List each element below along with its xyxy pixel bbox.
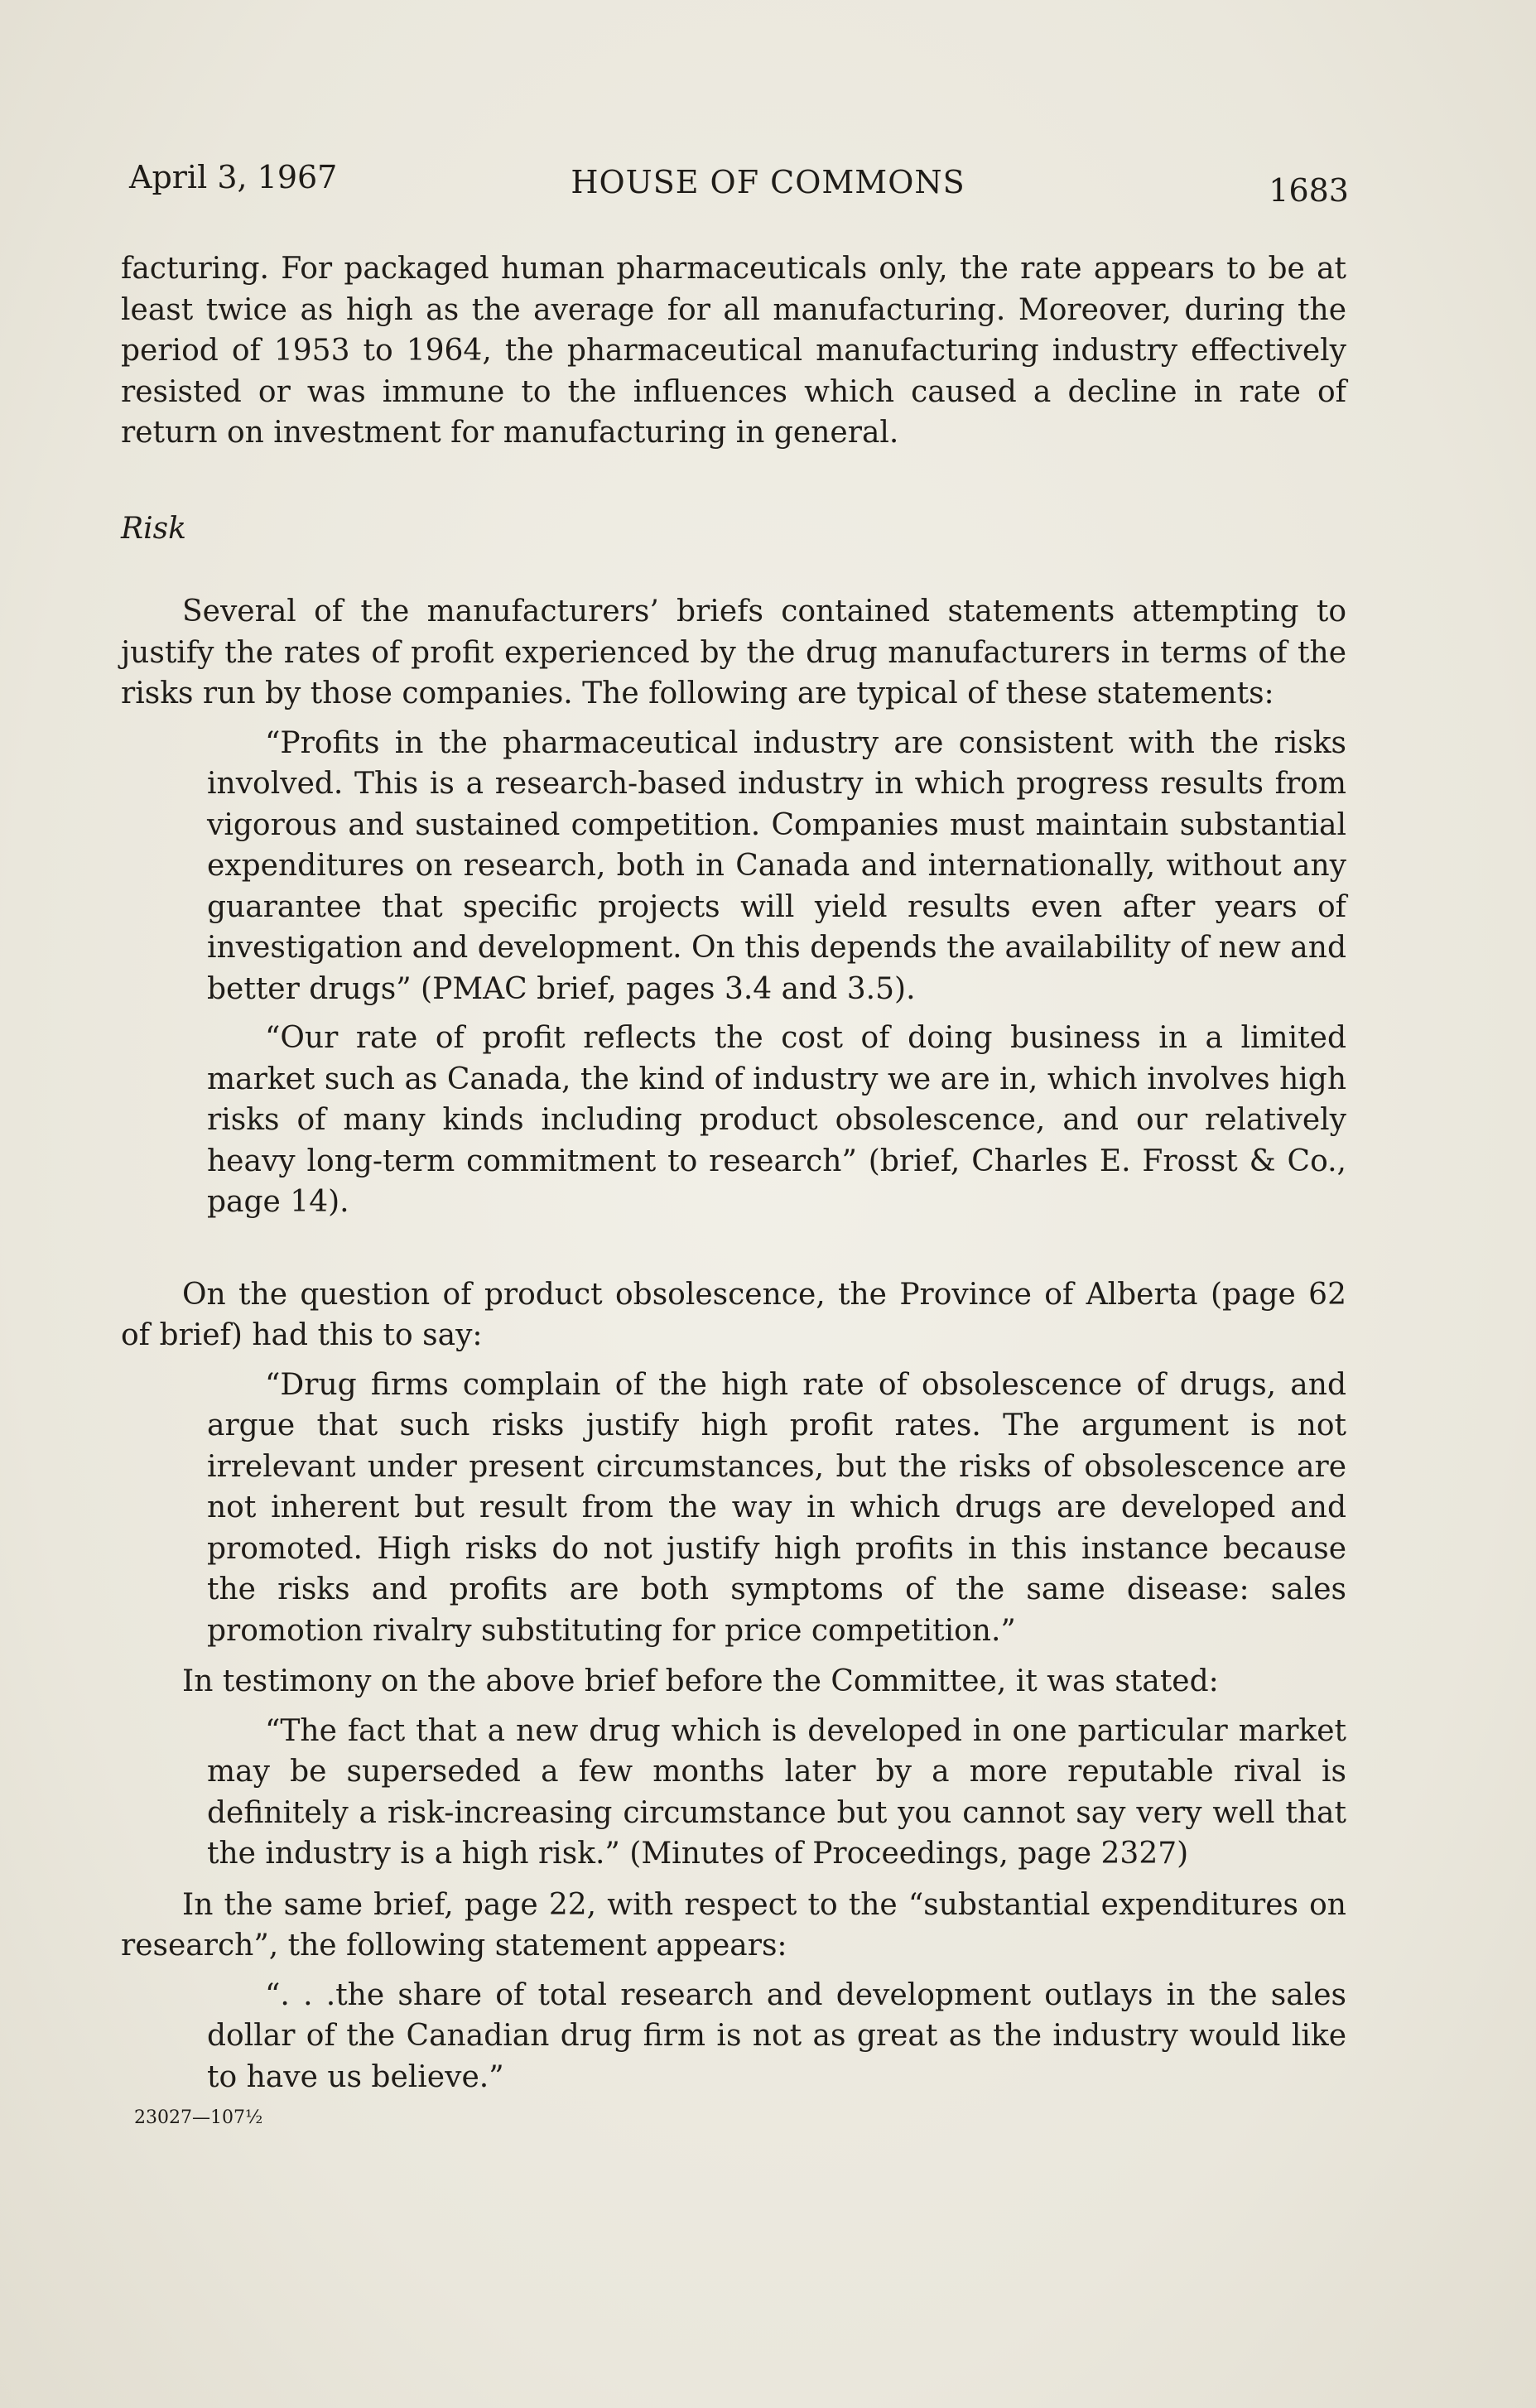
page-number: 1683	[1269, 172, 1349, 209]
quote-alberta: “Drug firms complain of the high rate of obsolescence of drugs, and argue that such risks justify high profit rates. The argument is not irrelevant under present circumstances, but the risks of obsolescence are not inherent but result from the way in which drugs are developed and promoted. High risks do not justify high profits in this instance because the risks and profits are both symptoms of the same disease: sales promotion rivalry substituting for price competition.”	[207, 1367, 1346, 1648]
header-title: HOUSE OF COMMONS	[571, 164, 965, 200]
quote-research-share: “. . .the share of total research and development outlays in the sales dollar of the Canadian drug firm is not as great as the industry would like to have us believe.”	[207, 1977, 1346, 2094]
paragraph-same-brief: In the same brief, page 22, with respect to the “substantial expenditures on research”, the following statement appears:	[121, 1887, 1346, 1963]
quote-frosst: “Our rate of profit reflects the cost of doing business in a limited market such as Canada, the kind of industry we are in, which involves high risks of many kinds including product obsolescence, and our relatively heavy long-term commitment to research” (brief, Charles E. Frosst & Co., page 14).	[207, 1021, 1346, 1219]
print-identifier: 23027—107½	[134, 2107, 263, 2128]
paragraph-continued: facturing. For packaged human pharmaceuticals only, the rate appears to be at least twice as high as the average for all manufacturing. Moreover, during the period of 1953 to 1964, the pharmaceutical manufacturing industry effectively resisted or was immune to the influences which caused a decline in rate of return on investment for manufacturing in general.	[121, 252, 1346, 450]
quote-pmac: “Profits in the pharmaceutical industry are consistent with the risks involved. This is a research-based industry in which progress results from vigorous and sustained competition. Companies must maintain substantial expenditures on research, both in Canada and internationally, without any guarantee that specific projects will yield results even after years of investigation and development. On this depends the availability of new and better drugs” (PMAC brief, pages 3.4 and 3.5).	[207, 725, 1346, 1006]
paragraph-testimony: In testimony on the above brief before the Committee, it was stated:	[182, 1664, 1219, 1698]
header-date: April 3, 1967	[129, 159, 338, 195]
quote-minutes: “The fact that a new drug which is developed in one particular market may be superseded a few months later by a more reputable rival is definitely a risk-increasing circumstance but you cannot say very well that the industry is a high risk.” (Minutes of Proceedings, page 2327)	[207, 1713, 1346, 1871]
page-header	[0, 159, 1536, 209]
section-heading-risk: Risk	[121, 511, 186, 546]
paragraph-obsolescence: On the question of product obsolescence, the Province of Alberta (page 62 of brief) had this to say:	[121, 1277, 1346, 1352]
paragraph-briefs: Several of the manufacturers’ briefs contained statements attempting to justify the rates of profit experienced by the drug manufacturers in terms of the risks run by those companies. The following are typical of these statements:	[121, 595, 1346, 710]
body-text	[121, 248, 1346, 2131]
